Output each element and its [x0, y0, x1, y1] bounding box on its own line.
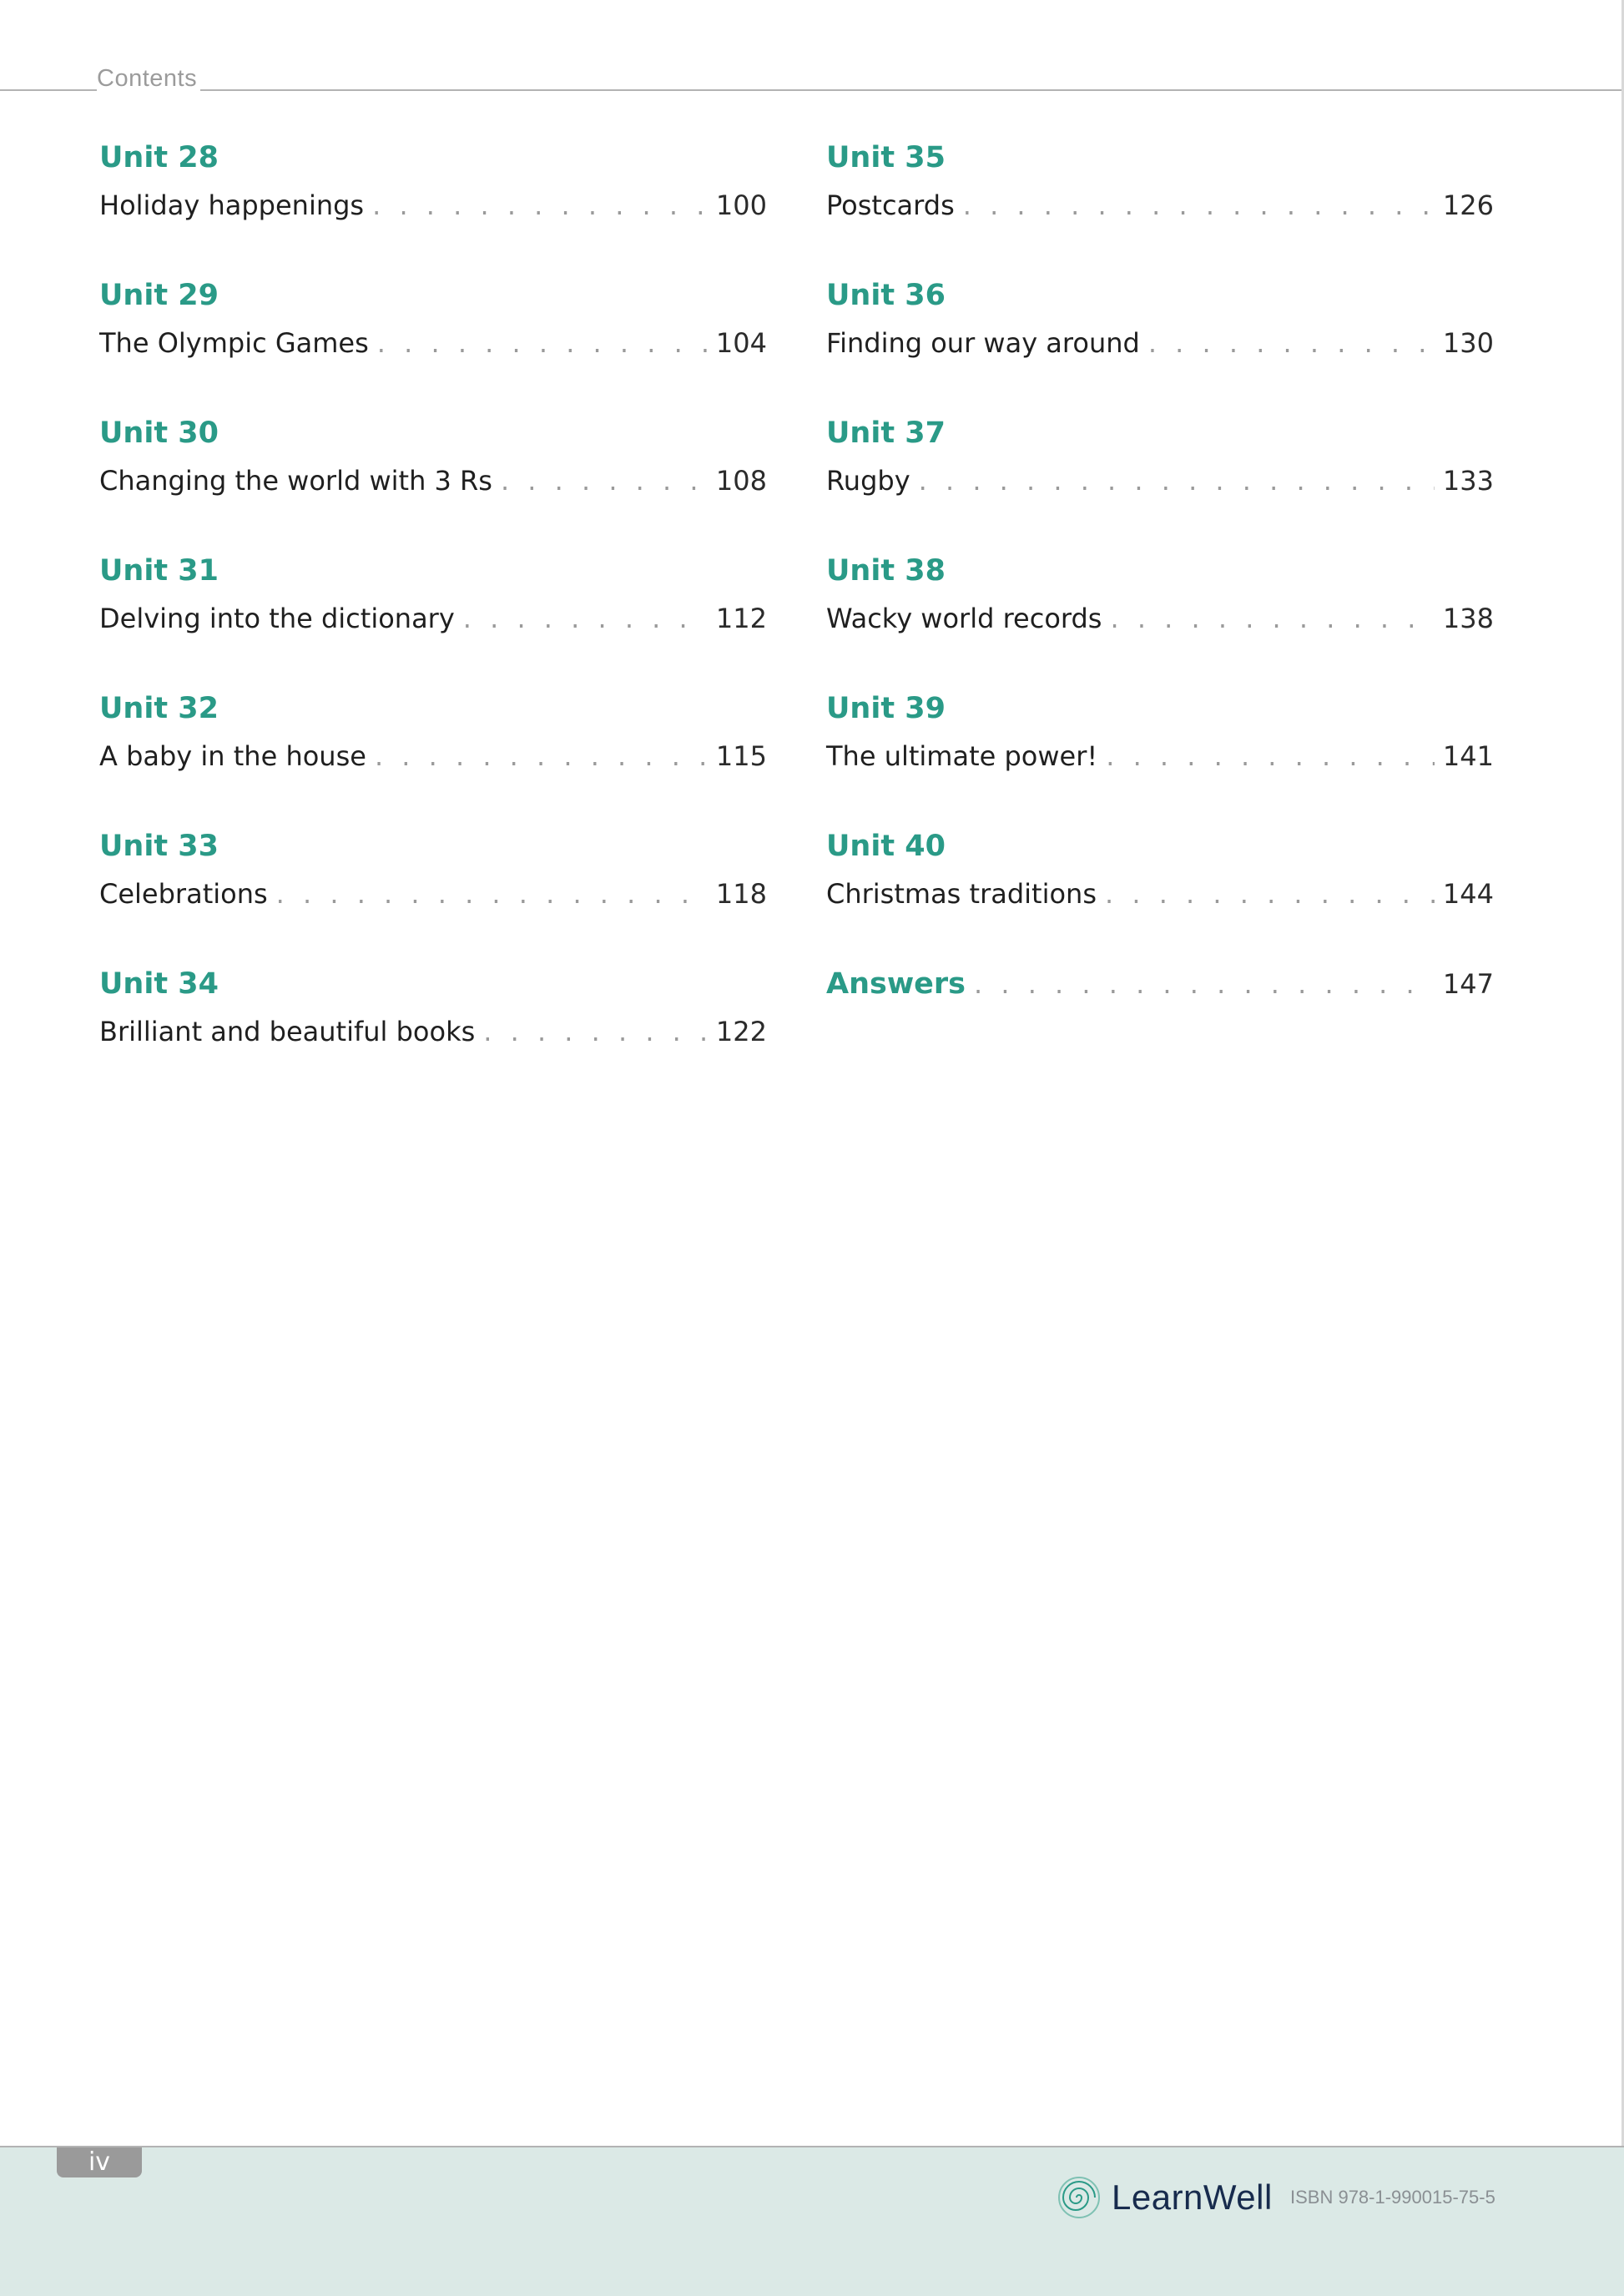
page-number: 133	[1442, 465, 1494, 497]
toc-line	[826, 964, 1494, 1004]
entry-title: Brilliant and beautiful books	[99, 1016, 476, 1047]
page-number: 144	[1442, 878, 1494, 910]
toc-line	[99, 1011, 767, 1052]
entry-title: Finding our way around	[826, 327, 1140, 359]
toc-entry[interactable]	[99, 138, 767, 275]
entry-title: The ultimate power!	[826, 740, 1098, 772]
header-rule	[0, 89, 1624, 91]
toc-entry[interactable]	[99, 551, 767, 689]
unit-heading: Unit 35	[826, 141, 946, 174]
entry-title: Celebrations	[99, 878, 268, 910]
unit-heading: Unit 38	[826, 554, 946, 588]
dot-leader	[463, 598, 708, 639]
unit-heading: Unit 36	[826, 279, 946, 312]
unit-heading: Unit 33	[99, 830, 219, 863]
toc-entry[interactable]	[99, 826, 767, 964]
toc-line	[826, 460, 1494, 502]
toc-entry[interactable]	[826, 413, 1494, 551]
toc-entry[interactable]	[826, 275, 1494, 413]
toc-entry[interactable]	[99, 964, 767, 1102]
page-number: 122	[715, 1016, 767, 1047]
unit-heading: Unit 37	[826, 416, 946, 450]
page-number: 118	[715, 878, 767, 910]
entry-title: Delving into the dictionary	[99, 603, 455, 634]
unit-heading: Unit 31	[99, 554, 219, 588]
entry-title: Changing the world with 3 Rs	[99, 465, 492, 497]
unit-heading: Unit 40	[826, 830, 946, 863]
unit-heading: Unit 28	[99, 141, 219, 174]
entry-title: Christmas traditions	[826, 878, 1097, 910]
unit-heading: Unit 34	[99, 967, 219, 1001]
page-number: 141	[1442, 740, 1494, 772]
toc-entry[interactable]	[99, 689, 767, 826]
toc-entry[interactable]	[826, 138, 1494, 275]
page-number: 112	[715, 603, 767, 634]
page-number-tab: iv	[57, 2147, 142, 2177]
dot-leader	[1110, 598, 1434, 639]
page-number: 108	[715, 465, 767, 497]
dot-leader	[501, 460, 708, 502]
page-number: 104	[715, 327, 767, 359]
page-number: 100	[715, 189, 767, 221]
toc-entry[interactable]	[99, 275, 767, 413]
entry-title: Holiday happenings	[99, 189, 365, 221]
dot-leader	[372, 184, 708, 226]
toc-left-column	[99, 138, 767, 1102]
toc-line	[826, 873, 1494, 915]
toc-entry[interactable]	[99, 413, 767, 551]
toc-line	[826, 598, 1494, 639]
spiral-logo-icon	[1057, 2175, 1102, 2220]
dot-leader	[974, 964, 1435, 1004]
dot-leader	[963, 184, 1435, 226]
entry-title: Wacky world records	[826, 603, 1102, 634]
dot-leader	[1148, 322, 1435, 364]
page-number: 130	[1442, 327, 1494, 359]
dot-leader	[276, 873, 708, 915]
page-number: 147	[1442, 968, 1494, 1000]
page-footer	[0, 2146, 1624, 2296]
unit-heading: Unit 39	[826, 692, 946, 725]
unit-heading: Unit 30	[99, 416, 219, 450]
entry-title: Postcards	[826, 189, 955, 221]
brand-name: LearnWell	[1112, 2177, 1273, 2217]
dot-leader	[483, 1011, 708, 1052]
toc-line	[99, 873, 767, 915]
dot-leader	[919, 460, 1435, 502]
toc-entry[interactable]	[826, 826, 1494, 964]
section-label: Contents	[97, 65, 200, 93]
toc-line	[99, 460, 767, 502]
toc-line	[99, 598, 767, 639]
toc-line	[826, 184, 1494, 226]
toc-entry-answers[interactable]	[826, 964, 1494, 1102]
dot-leader	[1105, 873, 1435, 915]
page-number: 138	[1442, 603, 1494, 634]
unit-heading: Unit 32	[99, 692, 219, 725]
toc-entry[interactable]	[826, 689, 1494, 826]
dot-leader	[377, 322, 708, 364]
toc-line	[99, 735, 767, 777]
entry-title: Rugby	[826, 465, 910, 497]
isbn-text: ISBN 978-1-990015-75-5	[1290, 2187, 1495, 2208]
dot-leader	[375, 735, 708, 777]
entry-title: A baby in the house	[99, 740, 366, 772]
answers-heading: Answers	[826, 967, 966, 1001]
entry-title: The Olympic Games	[99, 327, 369, 359]
unit-heading: Unit 29	[99, 279, 219, 312]
toc-right-column	[826, 138, 1494, 1102]
toc-entry[interactable]	[826, 551, 1494, 689]
toc-line	[826, 735, 1494, 777]
toc-line	[99, 184, 767, 226]
dot-leader	[1106, 735, 1435, 777]
toc-line	[826, 322, 1494, 364]
page-number: 126	[1442, 189, 1494, 221]
publisher-logo	[1057, 2175, 1273, 2220]
page-number: 115	[715, 740, 767, 772]
toc-line	[99, 322, 767, 364]
